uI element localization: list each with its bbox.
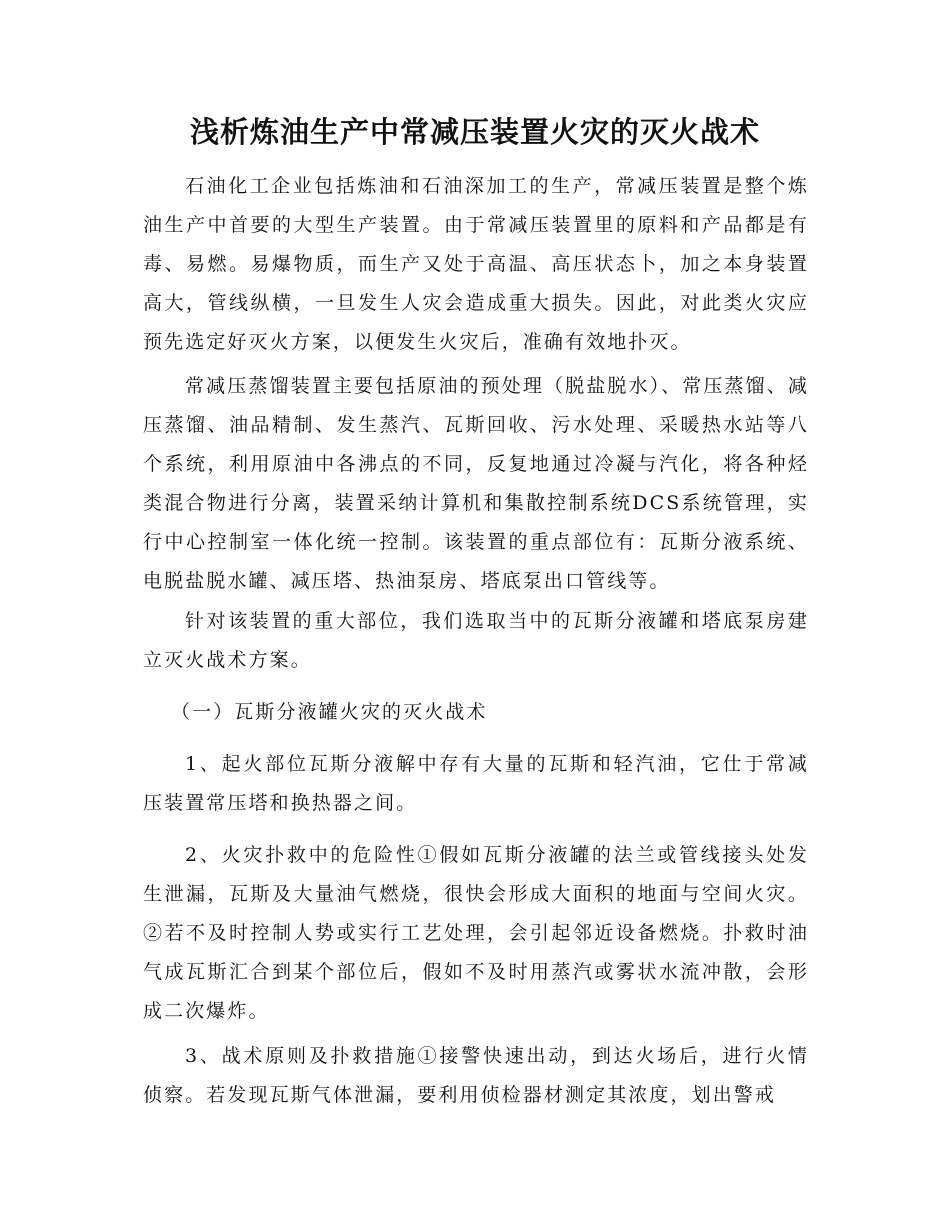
paragraph-fire-danger: 2、火灾扑救中的危险性①假如瓦斯分液罐的法兰或管线接头处发生泄漏，瓦斯及大量油气燃烧，很快会形成大面积的地面与空间火灾。②若不及时控制人势或实行工艺处理，会引起邻近设备燃烧。扑救时油气成瓦斯汇合到某个部位后，假如不及时用蒸汽或雾状水流冲散，会形成二次爆炸。: [143, 844, 809, 1022]
document-title: 浅析炼油生产中常减压装置火灾的灭火战术: [189, 115, 760, 149]
paragraph-fire-location: 1、起火部位瓦斯分液解中存有大量的瓦斯和轻汽油，它仕于常减压装置常压塔和换热器之间。: [143, 753, 809, 814]
paragraph-key-parts: 针对该装置的重大部位，我们选取当中的瓦斯分液罐和塔底泵房建立灭火战术方案。: [143, 610, 809, 671]
paragraph-unit-overview: 常减压蒸馏装置主要包括原油的预处理（脱盐脱水）、常压蒸馏、减压蒸馏、油品精制、发生蒸汽、瓦斯回收、污水处理、采暖热水站等八个系统，利用原油中各沸点的不同，反复地通过冷凝与汽化，将各种烃类混合物进行分离，装置采纳计算机和集散控制系统DCS系统管理，实行中心控制室一体化统一控制。该装置的重点部位有：瓦斯分液系统、电脱盐脱水罐、减压塔、热油泵房、塔底泵出口管线等。: [143, 375, 809, 592]
paragraph-tactics: 3、战术原则及扑救措施①接警快速出动，到达火场后，进行火情侦察。若发现瓦斯气体泄漏，要利用侦检器材测定其浓度，划出警戒: [143, 1045, 809, 1106]
section-heading-gas-separator: （一）瓦斯分液罐火灾的灭火战术: [171, 701, 488, 723]
paragraph-intro: 石油化工企业包括炼油和石油深加工的生产，常减压装置是整个炼油生产中首要的大型生产装置。由于常减压装置里的原料和产品都是有毒、易燃。易爆物质，而生产又处于高温、高压状态卜，加之本身装置高大，管线纵横，一旦发生人灾会造成重大损失。因此，对此类火灾应预先选定好灭火方案，以便发生火灾后，准确有效地扑灭。: [143, 175, 809, 353]
